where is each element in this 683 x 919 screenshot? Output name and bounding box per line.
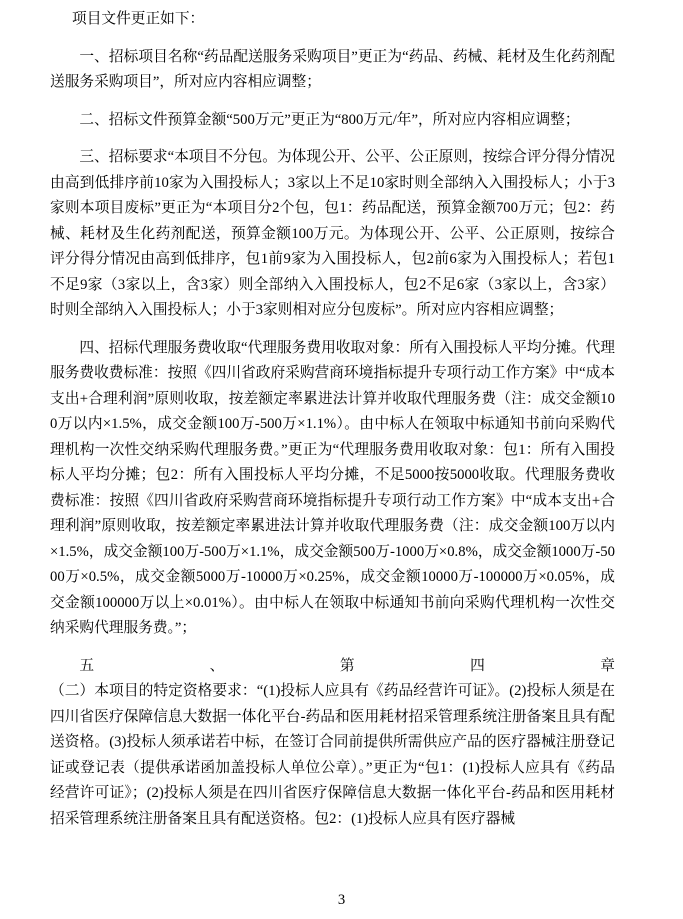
correction-item-3: 三、招标要求“本项目不分包。为体现公开、公平、公正原则，按综合评分得分情况由高到低排序前10家为入围投标人；3家以上不足10家时则全部纳入入围投标人；小于3家则本项目废标”更正为“本项目分2个包，包1：药品配送，预算金额700万元；包2：药械、耗材及生化药剂配送，预算金额100万元。为体现公开、公平、公正原则，按综合评分得分情况由高到低排序，包1前9家为入围投标人，包2前6家为入围投标人；若包1不足9家（3家以上，含3家）则全部纳入入围投标人，包2不足6家（3家以上，含3家）时则全部纳入入围投标人；小于3家则相对应分包废标”。所对应内容相应调整； [50,149,615,318]
correction-item-5-body: （二）本项目的特定资格要求：“(1)投标人应具有《药品经营许可证》。(2)投标人须是在四川省医疗保障信息大数据一体化平台-药品和医用耗材招采管理系统注册备案且具有配送资格。(3)投标人须承诺若中标，在签订合同前提供所需供应产品的医疗器械注册登记证或登记表（提供承诺函加盖投标人单位公章）。”更正为“包1：(1)投标人应具有《药品经营许可证》；(2)投标人须是在四川省医疗保障信息大数据一体化平台-药品和医用耗材招采管理系统注册备案且具有配送资格。包2：(1)投标人应具有医疗器械 [50,683,615,827]
correction-item-2: 二、招标文件预算金额“500万元”更正为“800万元/年”，所对应内容相应调整； [79,111,580,128]
correction-item-1: 一、招标项目名称“药品配送服务采购项目”更正为“药品、药械、耗材及生化药剂配送服务采购项目”，所对应内容相应调整； [50,48,615,90]
intro-line: 项目文件更正如下： [72,11,205,27]
page-number: 3 [337,891,346,908]
correction-item-5-heading: 五、第四章 [79,657,615,674]
correction-item-4: 四、招标代理服务费收取“代理服务费用收取对象：所有入围投标人平均分摊。代理服务费收费标准：按照《四川省政府采购营商环境指标提升专项行动工作方案》中“成本支出+合理利润”原则收取，按差额定率累进法计算并收取代理服务费（注：成交金额100万以内×1.5%，成交金额100万-500万×1.1%）。由中标人在领取中标通知书前向采购代理机构一次性交纳采购代理服务费。”更正为“代理服务费用收取对象：包1：所有入围投标人平均分摊；包2：所有入围投标人平均分摊，不足5000按5000收取。代理服务费收费标准：按照《四川省政府采购营商环境指标提升专项行动工作方案》中“成本支出+合理利润”原则收取，按差额定率累进法计算并收取代理服务费（注：成交金额100万以内×1.5%，成交金额100万-500万×1.1%，成交金额500万-1000万×0.8%，成交金额1000万-5000万×0.5%，成交金额5000万-10000万×0.25%，成交金额10000万-100000万×0.05%，成交金额100000万以上×0.01%）。由中标人在领取中标通知书前向采购代理机构一次性交纳采购代理服务费。”； [50,339,615,636]
